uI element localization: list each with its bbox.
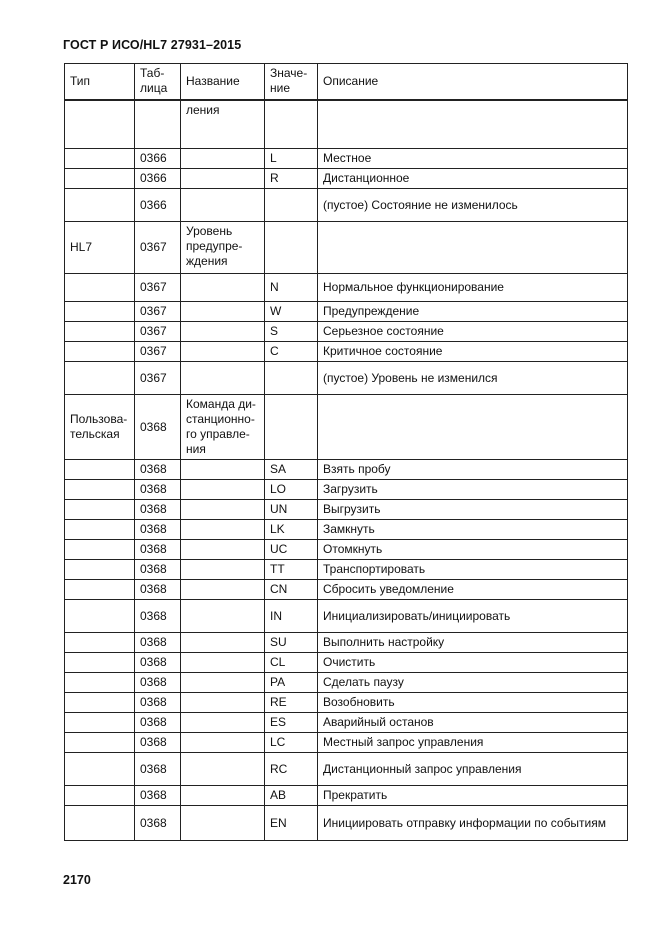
cell-value: LC (265, 733, 318, 753)
cell-description: Дистанционный запрос управления (318, 753, 628, 786)
cell-value: AB (265, 786, 318, 806)
cell-table: 0368 (135, 500, 181, 520)
cell-name (181, 560, 265, 580)
cell-value (265, 189, 318, 222)
cell-value: UC (265, 540, 318, 560)
cell-type (65, 274, 135, 302)
cell-table: 0368 (135, 540, 181, 560)
cell-description: Транспортировать (318, 560, 628, 580)
cell-name (181, 806, 265, 841)
cell-table: 0367 (135, 342, 181, 362)
cell-description: Загрузить (318, 480, 628, 500)
cell-type (65, 520, 135, 540)
cell-type (65, 362, 135, 395)
cell-table: 0368 (135, 733, 181, 753)
cell-type (65, 633, 135, 653)
table-row (65, 222, 628, 274)
cell-name (181, 149, 265, 169)
cell-name (181, 753, 265, 786)
cell-description: Местный запрос управления (318, 733, 628, 753)
table-row (65, 100, 628, 149)
table-row (65, 653, 628, 673)
cell-value (265, 362, 318, 395)
document-title: ГОСТ Р ИСО/HL7 27931–2015 (63, 38, 242, 52)
cell-description: Дистанционное (318, 169, 628, 189)
table-row (65, 149, 628, 169)
table-row (65, 395, 628, 460)
cell-table: 0367 (135, 362, 181, 395)
cell-table: 0368 (135, 786, 181, 806)
cell-name (181, 673, 265, 693)
cell-value: PA (265, 673, 318, 693)
cell-value: RE (265, 693, 318, 713)
table-row (65, 600, 628, 633)
cell-type (65, 653, 135, 673)
cell-table: 0368 (135, 693, 181, 713)
cell-name (181, 713, 265, 733)
cell-name (181, 169, 265, 189)
table-row (65, 169, 628, 189)
cell-table: 0367 (135, 322, 181, 342)
cell-table: 0368 (135, 480, 181, 500)
cell-description: Местное (318, 149, 628, 169)
cell-table: 0368 (135, 580, 181, 600)
header-name: Название (181, 64, 265, 100)
cell-value: LO (265, 480, 318, 500)
cell-description: Предупреждение (318, 302, 628, 322)
cell-table: 0368 (135, 713, 181, 733)
table-row (65, 480, 628, 500)
cell-type (65, 480, 135, 500)
table-row (65, 713, 628, 733)
cell-value: L (265, 149, 318, 169)
cell-value: S (265, 322, 318, 342)
cell-table: 0367 (135, 302, 181, 322)
cell-value: W (265, 302, 318, 322)
table-row (65, 560, 628, 580)
cell-name (181, 189, 265, 222)
cell-description: (пустое) Состояние не изменилось (318, 189, 628, 222)
table-row (65, 362, 628, 395)
table-row (65, 342, 628, 362)
cell-name (181, 500, 265, 520)
cell-type (65, 713, 135, 733)
codes-table (64, 63, 628, 841)
cell-type (65, 580, 135, 600)
cell-description: Выполнить настройку (318, 633, 628, 653)
table-header-row (65, 64, 628, 100)
table-body (65, 100, 628, 841)
cell-value: RC (265, 753, 318, 786)
cell-value: R (265, 169, 318, 189)
table-row (65, 806, 628, 841)
table-row (65, 733, 628, 753)
cell-name (181, 342, 265, 362)
table-row (65, 274, 628, 302)
header-description: Описание (318, 64, 628, 100)
cell-table: 0368 (135, 395, 181, 460)
cell-name (181, 460, 265, 480)
cell-name (181, 653, 265, 673)
cell-name (181, 580, 265, 600)
cell-value (265, 395, 318, 460)
table-row (65, 633, 628, 653)
cell-type: Пользова- тельская (65, 395, 135, 460)
cell-type (65, 302, 135, 322)
cell-type (65, 693, 135, 713)
cell-description: Нормальное функционирование (318, 274, 628, 302)
cell-description (318, 100, 628, 149)
cell-description: Сбросить уведомление (318, 580, 628, 600)
cell-description: Серьезное состояние (318, 322, 628, 342)
cell-type (65, 806, 135, 841)
table-row (65, 500, 628, 520)
cell-type (65, 600, 135, 633)
cell-description: Аварийный останов (318, 713, 628, 733)
cell-description (318, 395, 628, 460)
cell-value: C (265, 342, 318, 362)
cell-name (181, 540, 265, 560)
cell-value: SA (265, 460, 318, 480)
cell-description: Сделать паузу (318, 673, 628, 693)
cell-name: Команда ди- станционно- го управле- ния (181, 395, 265, 460)
cell-name (181, 633, 265, 653)
page-number: 2170 (63, 873, 91, 887)
header-table: Таб- лица (135, 64, 181, 100)
cell-name (181, 733, 265, 753)
cell-value (265, 100, 318, 149)
cell-type (65, 540, 135, 560)
cell-description: (пустое) Уровень не изменился (318, 362, 628, 395)
cell-name (181, 520, 265, 540)
cell-type (65, 322, 135, 342)
cell-table: 0368 (135, 633, 181, 653)
table-row (65, 540, 628, 560)
table-row (65, 322, 628, 342)
cell-type (65, 753, 135, 786)
cell-value: TT (265, 560, 318, 580)
cell-description: Отомкнуть (318, 540, 628, 560)
cell-type (65, 149, 135, 169)
cell-table: 0366 (135, 169, 181, 189)
cell-value: LK (265, 520, 318, 540)
table-row (65, 753, 628, 786)
cell-description: Инициировать отправку информации по событиям (318, 806, 628, 841)
cell-description: Очистить (318, 653, 628, 673)
cell-name: ления (181, 100, 265, 149)
cell-value: CL (265, 653, 318, 673)
table-row (65, 189, 628, 222)
cell-name (181, 480, 265, 500)
header-value: Значе- ние (265, 64, 318, 100)
cell-description: Взять пробу (318, 460, 628, 480)
cell-value: UN (265, 500, 318, 520)
cell-table: 0368 (135, 673, 181, 693)
cell-table: 0367 (135, 274, 181, 302)
cell-type (65, 189, 135, 222)
cell-value: CN (265, 580, 318, 600)
cell-name: Уровень предупре- ждения (181, 222, 265, 274)
cell-name (181, 322, 265, 342)
cell-description: Инициализировать/инициировать (318, 600, 628, 633)
table-row (65, 520, 628, 540)
cell-type (65, 786, 135, 806)
cell-table: 0368 (135, 753, 181, 786)
cell-description: Критичное состояние (318, 342, 628, 362)
table-row (65, 693, 628, 713)
cell-table: 0368 (135, 520, 181, 540)
cell-table (135, 100, 181, 149)
cell-type (65, 560, 135, 580)
cell-description: Прекратить (318, 786, 628, 806)
cell-name (181, 600, 265, 633)
cell-table: 0368 (135, 653, 181, 673)
cell-table: 0368 (135, 600, 181, 633)
cell-table: 0366 (135, 189, 181, 222)
table-row (65, 460, 628, 480)
cell-name (181, 274, 265, 302)
table-row (65, 673, 628, 693)
cell-name (181, 362, 265, 395)
header-type: Тип (65, 64, 135, 100)
cell-name (181, 786, 265, 806)
cell-name (181, 302, 265, 322)
cell-type (65, 500, 135, 520)
table-row (65, 302, 628, 322)
cell-description: Замкнуть (318, 520, 628, 540)
cell-type (65, 169, 135, 189)
cell-value: ES (265, 713, 318, 733)
cell-table: 0368 (135, 806, 181, 841)
cell-type (65, 342, 135, 362)
cell-value: N (265, 274, 318, 302)
table-row (65, 580, 628, 600)
cell-value (265, 222, 318, 274)
cell-table: 0366 (135, 149, 181, 169)
cell-type: HL7 (65, 222, 135, 274)
cell-description: Возобновить (318, 693, 628, 713)
cell-table: 0367 (135, 222, 181, 274)
cell-name (181, 693, 265, 713)
cell-table: 0368 (135, 460, 181, 480)
cell-description: Выгрузить (318, 500, 628, 520)
cell-value: SU (265, 633, 318, 653)
cell-value: EN (265, 806, 318, 841)
cell-type (65, 733, 135, 753)
cell-type (65, 673, 135, 693)
cell-type (65, 460, 135, 480)
cell-table: 0368 (135, 560, 181, 580)
cell-value: IN (265, 600, 318, 633)
cell-description (318, 222, 628, 274)
table-row (65, 786, 628, 806)
cell-type (65, 100, 135, 149)
